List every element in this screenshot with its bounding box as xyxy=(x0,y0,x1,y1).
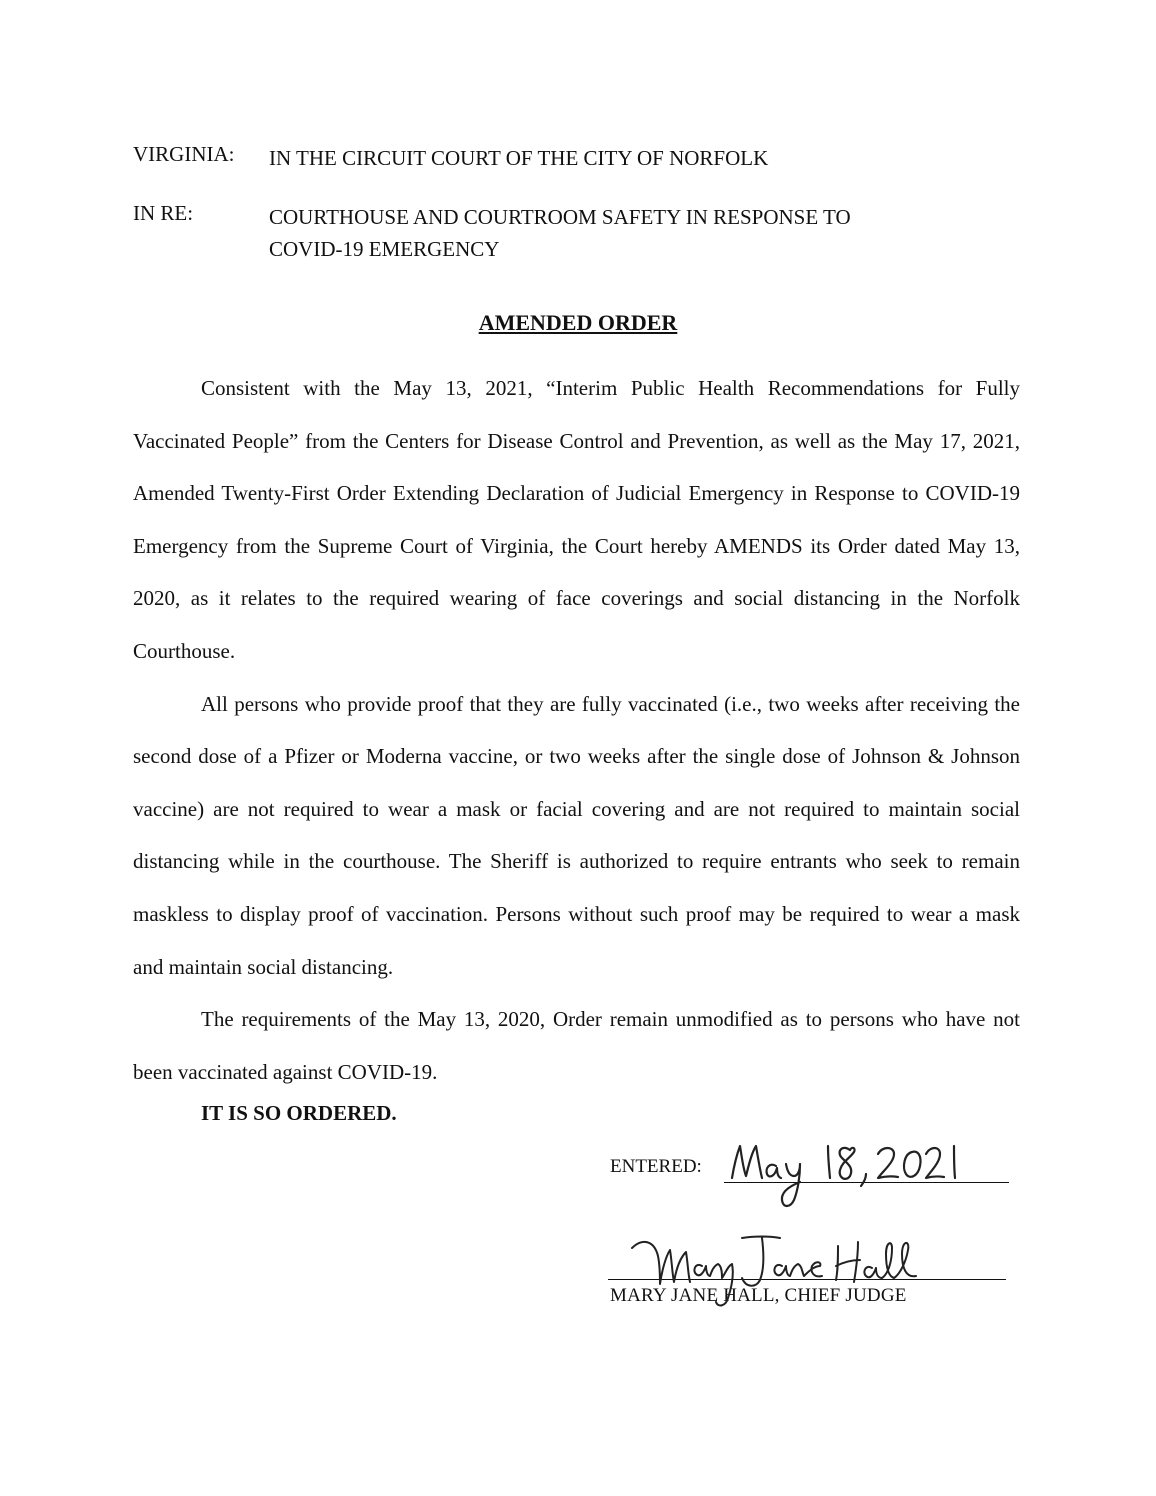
entered-label: ENTERED: xyxy=(610,1156,702,1177)
entered-date-block xyxy=(610,1148,1010,1228)
body-paragraph: Consistent with the May 13, 2021, “Interim Public Health Recommendations for Fully Vaccinated People” from the Centers for Disease Control and Prevention, as well as the May 17, 2021, Amended Twenty-First Order Extending Declaration of Judicial Emergency in Response to COVID-19 Emergency from the Supreme Court of Virginia, the Court hereby AMENDS its Order dated May 13, 2020, as it relates to the required wearing of face coverings and social distancing in the Norfolk Courthouse. xyxy=(133,376,1020,663)
inre-label: IN RE: xyxy=(133,201,194,225)
order-body xyxy=(133,362,1020,1098)
so-ordered-statement: IT IS SO ORDERED. xyxy=(201,1101,397,1125)
court-name: IN THE CIRCUIT COURT OF THE CITY OF NORFOLK xyxy=(269,146,769,170)
handwritten-signature-image xyxy=(630,1226,930,1316)
inre-subject-line-1: COURTHOUSE AND COURTROOM SAFETY IN RESPONSE TO xyxy=(269,205,851,229)
inre-subject-line-2: COVID-19 EMERGENCY xyxy=(269,237,500,261)
handwritten-date-image xyxy=(728,1132,958,1216)
inre-subject xyxy=(269,201,851,265)
order-title: AMENDED ORDER xyxy=(478,310,678,335)
body-paragraph: All persons who provide proof that they are fully vaccinated (i.e., two weeks after receiving the second dose of a Pfizer or Moderna vaccine, or two weeks after the single dose of Johnson & Johnson vaccine) are not required to wear a mask or facial covering and are not required to maintain social distancing while in the courthouse. The Sheriff is authorized to require entrants who seek to remain maskless to display proof of vaccination. Persons without such proof may be required to wear a mask and maintain social distancing. xyxy=(133,691,1020,979)
body-paragraph: The requirements of the May 13, 2020, Order remain unmodified as to persons who have not been vaccinated against COVID-19. xyxy=(133,1007,1020,1084)
jurisdiction-label: VIRGINIA: xyxy=(133,142,235,166)
signer-name: MARY JANE HALL, CHIEF JUDGE xyxy=(610,1285,907,1306)
